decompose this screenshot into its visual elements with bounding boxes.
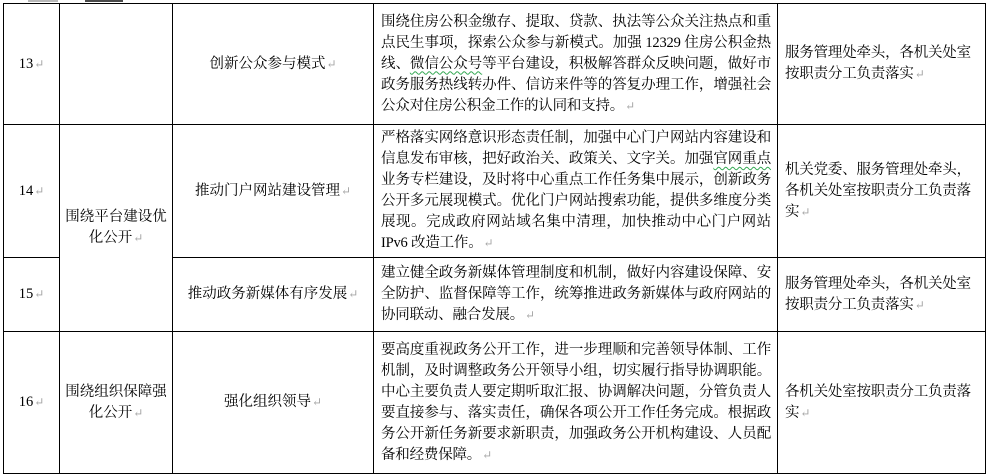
paragraph-mark: ↵ (914, 297, 925, 312)
task-name: 推动政务新媒体有序发展 (187, 286, 348, 302)
responsibility: 各机关处室按职责分工负责落实 (785, 383, 971, 421)
paragraph-mark: ↵ (34, 56, 45, 71)
task-table (3, 3, 986, 474)
category-cell-clipped[interactable] (60, 4, 173, 125)
text-segment: 业务专栏建设，及时将中心重点工作任务集中展示，创新政务公开多元展现模式。优化门户网站搜索功能，提供多维度分类展现。完成政府网站域名集中清理，加快推动中心门户网站 IPv6 改造工作。 (381, 172, 771, 251)
row-number: 16 (18, 394, 34, 410)
task-detail-cell[interactable] (374, 258, 778, 332)
task-detail (381, 14, 771, 114)
paragraph-mark: ↵ (914, 67, 925, 81)
table-row-16 (4, 332, 986, 474)
responsibility: 机关党委、服务管理处牵头，各机关处室按职责分工负责落实 (785, 161, 971, 220)
task-name: 强化组织领导 (223, 394, 311, 410)
paragraph-mark: ↵ (482, 447, 492, 462)
task-name-cell[interactable] (173, 125, 374, 258)
paragraph-mark: ↵ (625, 98, 635, 113)
table-row-14 (4, 125, 986, 258)
task-name: 推动门户网站建设管理 (194, 182, 340, 199)
task-detail-cell[interactable] (374, 4, 778, 125)
paragraph-mark: ↵ (326, 56, 337, 71)
responsibility-cell[interactable] (778, 332, 986, 474)
category-cell[interactable] (60, 125, 173, 332)
text-segment: 建立健全政务新媒体管理制度和机制，做好内容建设保障、安全防护、监督保障等工作，统筹推进政务新媒体与政府网站的协同联动、融合发展。 (381, 265, 771, 323)
task-detail (381, 130, 771, 251)
row-number-cell[interactable] (4, 125, 60, 258)
responsibility-cell[interactable] (778, 4, 986, 125)
paragraph-mark: ↵ (800, 405, 811, 420)
responsibility: 服务管理处牵头，各机关处室按职责分工负责落实 (785, 275, 971, 313)
table-row-13 (4, 4, 986, 125)
row-number: 14 (18, 182, 34, 199)
paragraph-mark: ↵ (34, 183, 45, 198)
paragraph-mark: ↵ (340, 183, 352, 198)
text-segment: 严格落实网络意识形态责任制，加强中心门户网站内容建设和信息发布审核，把好政治关、政策关、文字关。加强 (381, 130, 771, 167)
task-detail-cell[interactable] (374, 125, 778, 258)
responsibility: 服务管理处牵头，各机关处室按职责分工负责落实 (785, 45, 971, 82)
task-name: 创新公众参与模式 (209, 55, 326, 72)
category-label: 围绕组织保障强化公开 (65, 383, 167, 421)
paragraph-mark: ↵ (133, 231, 144, 245)
text-segment: 等平台建设，积极解答群众反映问题，做好市政务服务热线转办件、信访来件等的答复办理工作，增强社会公众对住房公积金工作的认同和支持。 (381, 55, 771, 114)
spellcheck-flagged-text: 官网重点 (713, 151, 771, 167)
category-label: 围绕平台建设优化公开 (65, 209, 167, 246)
paragraph-mark: ↵ (483, 236, 494, 250)
paragraph-mark: ↵ (800, 204, 811, 219)
row-number: 15 (18, 286, 34, 302)
task-detail-cell[interactable] (374, 332, 778, 474)
paragraph-mark: ↵ (34, 287, 45, 301)
paragraph-mark: ↵ (311, 395, 323, 409)
paragraph-mark: ↵ (34, 395, 45, 409)
task-detail (381, 342, 771, 463)
task-name-cell[interactable] (173, 332, 374, 474)
category-cell[interactable] (60, 332, 173, 474)
row-number-cell[interactable] (4, 332, 60, 474)
paragraph-mark: ↵ (348, 287, 359, 301)
paragraph-mark: ↵ (133, 405, 144, 420)
spellcheck-flagged-text: 微信公众号 (409, 55, 483, 72)
task-name-cell[interactable] (173, 4, 374, 125)
clipped-content-artifact-right (85, 0, 123, 2)
text-segment: 围绕住房公积金缴存、提取、贷款、执法等公众关注热点和重点民生事项，探索公众参与新模式。加强 12329 住房公积金热线、 (381, 13, 771, 72)
row-number-cell[interactable] (4, 4, 60, 125)
clipped-content-artifact-left (28, 0, 58, 2)
task-name-cell[interactable] (173, 258, 374, 332)
text-segment: 要高度重视政务公开工作，进一步理顺和完善领导体制、工作机制，及时调整政务公开领导小组，切实履行指导协调职能。中心主要负责人要定期听取汇报、协调解决问题，分管负责人要直接参与、落实责任，确保各项公开工作任务完成。根据政务公开新任务新要求新职责，加强政务公开机构建设、人员配备和经费保障。 (381, 341, 771, 463)
row-number-cell[interactable] (4, 258, 60, 332)
responsibility-cell[interactable] (778, 258, 986, 332)
row-number: 13 (18, 55, 34, 72)
paragraph-mark: ↵ (525, 308, 535, 322)
task-detail (381, 265, 771, 323)
responsibility-cell[interactable] (778, 125, 986, 258)
